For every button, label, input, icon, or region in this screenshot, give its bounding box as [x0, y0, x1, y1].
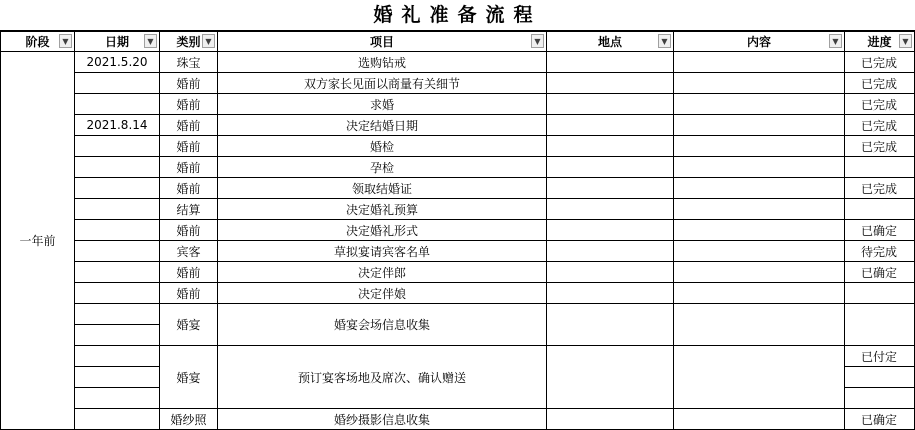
category-cell[interactable]: 宾客: [160, 241, 218, 262]
content-cell[interactable]: [674, 73, 845, 94]
date-cell[interactable]: [75, 241, 160, 262]
category-cell[interactable]: 婚宴: [160, 346, 218, 409]
place-cell[interactable]: [547, 178, 674, 199]
date-cell[interactable]: [75, 325, 160, 346]
table-row: [1, 94, 915, 115]
table-row: [1, 409, 915, 430]
content-cell[interactable]: [674, 157, 845, 178]
progress-cell[interactable]: 已完成: [845, 115, 915, 136]
content-cell[interactable]: [674, 409, 845, 430]
date-cell[interactable]: [75, 178, 160, 199]
category-cell[interactable]: 婚前: [160, 136, 218, 157]
place-cell[interactable]: [547, 73, 674, 94]
place-cell[interactable]: [547, 409, 674, 430]
header-category: 类别 ▼: [160, 32, 218, 52]
progress-cell[interactable]: [845, 157, 915, 178]
date-cell[interactable]: [75, 136, 160, 157]
category-cell[interactable]: 婚前: [160, 94, 218, 115]
header-stage: 阶段 ▼: [1, 32, 75, 52]
table-row: [1, 220, 915, 241]
content-cell[interactable]: [674, 241, 845, 262]
table-row: [1, 346, 915, 367]
progress-cell[interactable]: [845, 367, 915, 388]
wedding-plan-table: [0, 31, 915, 430]
table-row: [1, 283, 915, 304]
progress-cell[interactable]: 已完成: [845, 136, 915, 157]
item-cell[interactable]: 决定伴郎: [218, 262, 547, 283]
date-cell[interactable]: 2021.8.14: [75, 115, 160, 136]
content-cell[interactable]: [674, 52, 845, 73]
date-cell[interactable]: [75, 94, 160, 115]
filter-dropdown-icon[interactable]: ▼: [658, 34, 671, 48]
place-cell[interactable]: [547, 262, 674, 283]
place-cell[interactable]: [547, 346, 674, 409]
category-cell[interactable]: 婚前: [160, 262, 218, 283]
item-cell[interactable]: 婚宴会场信息收集: [218, 304, 547, 346]
content-cell[interactable]: [674, 283, 845, 304]
category-cell[interactable]: 婚前: [160, 73, 218, 94]
filter-dropdown-icon[interactable]: ▼: [899, 34, 912, 48]
item-cell[interactable]: 决定伴娘: [218, 283, 547, 304]
table-row: [1, 136, 915, 157]
place-cell[interactable]: [547, 220, 674, 241]
content-cell[interactable]: [674, 94, 845, 115]
sheet-title: 婚礼准备流程: [0, 0, 915, 31]
header-date: 日期 ▼: [75, 32, 160, 52]
table-row: [1, 73, 915, 94]
progress-cell[interactable]: [845, 388, 915, 409]
item-cell[interactable]: 预订宴客场地及席次、确认赠送: [218, 346, 547, 409]
place-cell[interactable]: [547, 157, 674, 178]
item-cell[interactable]: 婚检: [218, 136, 547, 157]
header-progress: 进度 ▼: [845, 32, 915, 52]
item-cell[interactable]: 决定结婚日期: [218, 115, 547, 136]
place-cell[interactable]: [547, 94, 674, 115]
filter-dropdown-icon[interactable]: ▼: [144, 34, 157, 48]
progress-cell[interactable]: [845, 304, 915, 346]
table-row: [1, 157, 915, 178]
table-row: [1, 262, 915, 283]
date-cell[interactable]: 2021.5.20: [75, 52, 160, 73]
content-cell[interactable]: [674, 220, 845, 241]
item-cell[interactable]: 草拟宴请宾客名单: [218, 241, 547, 262]
date-cell[interactable]: [75, 388, 160, 409]
place-cell[interactable]: [547, 199, 674, 220]
progress-cell[interactable]: 已确定: [845, 409, 915, 430]
place-cell[interactable]: [547, 283, 674, 304]
category-cell[interactable]: 婚纱照: [160, 409, 218, 430]
place-cell[interactable]: [547, 304, 674, 346]
table-row: [1, 304, 915, 325]
date-cell[interactable]: [75, 262, 160, 283]
date-cell[interactable]: [75, 367, 160, 388]
date-cell[interactable]: [75, 409, 160, 430]
filter-dropdown-icon[interactable]: ▼: [531, 34, 544, 48]
item-cell[interactable]: 双方家长见面以商量有关细节: [218, 73, 547, 94]
progress-cell[interactable]: 已确定: [845, 262, 915, 283]
filter-dropdown-icon[interactable]: ▼: [202, 34, 215, 48]
content-cell[interactable]: [674, 199, 845, 220]
progress-cell[interactable]: 已付定: [845, 346, 915, 367]
content-cell[interactable]: [674, 136, 845, 157]
place-cell[interactable]: [547, 241, 674, 262]
header-item: 项目 ▼: [218, 32, 547, 52]
date-cell[interactable]: [75, 220, 160, 241]
date-cell[interactable]: [75, 157, 160, 178]
category-cell[interactable]: 珠宝: [160, 52, 218, 73]
progress-cell[interactable]: 已完成: [845, 73, 915, 94]
category-cell[interactable]: 婚宴: [160, 304, 218, 346]
place-cell[interactable]: [547, 115, 674, 136]
date-cell[interactable]: [75, 73, 160, 94]
category-cell[interactable]: 结算: [160, 199, 218, 220]
progress-cell[interactable]: 已确定: [845, 220, 915, 241]
content-cell[interactable]: [674, 304, 845, 346]
category-cell[interactable]: 婚前: [160, 115, 218, 136]
progress-cell[interactable]: 已完成: [845, 52, 915, 73]
filter-dropdown-icon[interactable]: ▼: [59, 34, 72, 48]
date-cell[interactable]: [75, 346, 160, 367]
progress-cell[interactable]: 已完成: [845, 94, 915, 115]
date-cell[interactable]: [75, 283, 160, 304]
table-row: [1, 199, 915, 220]
category-cell[interactable]: 婚前: [160, 157, 218, 178]
header-content: 内容 ▼: [674, 32, 845, 52]
place-cell[interactable]: [547, 52, 674, 73]
item-cell[interactable]: 决定婚礼预算: [218, 199, 547, 220]
table-row: [1, 178, 915, 199]
header-row: [1, 32, 915, 52]
item-cell[interactable]: 婚纱摄影信息收集: [218, 409, 547, 430]
item-cell[interactable]: 孕检: [218, 157, 547, 178]
filter-dropdown-icon[interactable]: ▼: [829, 34, 842, 48]
item-cell[interactable]: 选购钻戒: [218, 52, 547, 73]
category-cell[interactable]: 婚前: [160, 283, 218, 304]
category-cell[interactable]: 婚前: [160, 178, 218, 199]
place-cell[interactable]: [547, 136, 674, 157]
content-cell[interactable]: [674, 115, 845, 136]
item-cell[interactable]: 求婚: [218, 94, 547, 115]
progress-cell[interactable]: [845, 199, 915, 220]
item-cell[interactable]: 领取结婚证: [218, 178, 547, 199]
table-row: [1, 52, 915, 73]
content-cell[interactable]: [674, 262, 845, 283]
date-cell[interactable]: [75, 304, 160, 325]
date-cell[interactable]: [75, 199, 160, 220]
category-cell[interactable]: 婚前: [160, 220, 218, 241]
progress-cell[interactable]: 待完成: [845, 241, 915, 262]
item-cell[interactable]: 决定婚礼形式: [218, 220, 547, 241]
table-row: [1, 115, 915, 136]
stage-cell[interactable]: 一年前: [1, 52, 75, 430]
content-cell[interactable]: [674, 346, 845, 409]
header-place: 地点 ▼: [547, 32, 674, 52]
progress-cell[interactable]: 已完成: [845, 178, 915, 199]
table-row: [1, 241, 915, 262]
content-cell[interactable]: [674, 178, 845, 199]
progress-cell[interactable]: [845, 283, 915, 304]
